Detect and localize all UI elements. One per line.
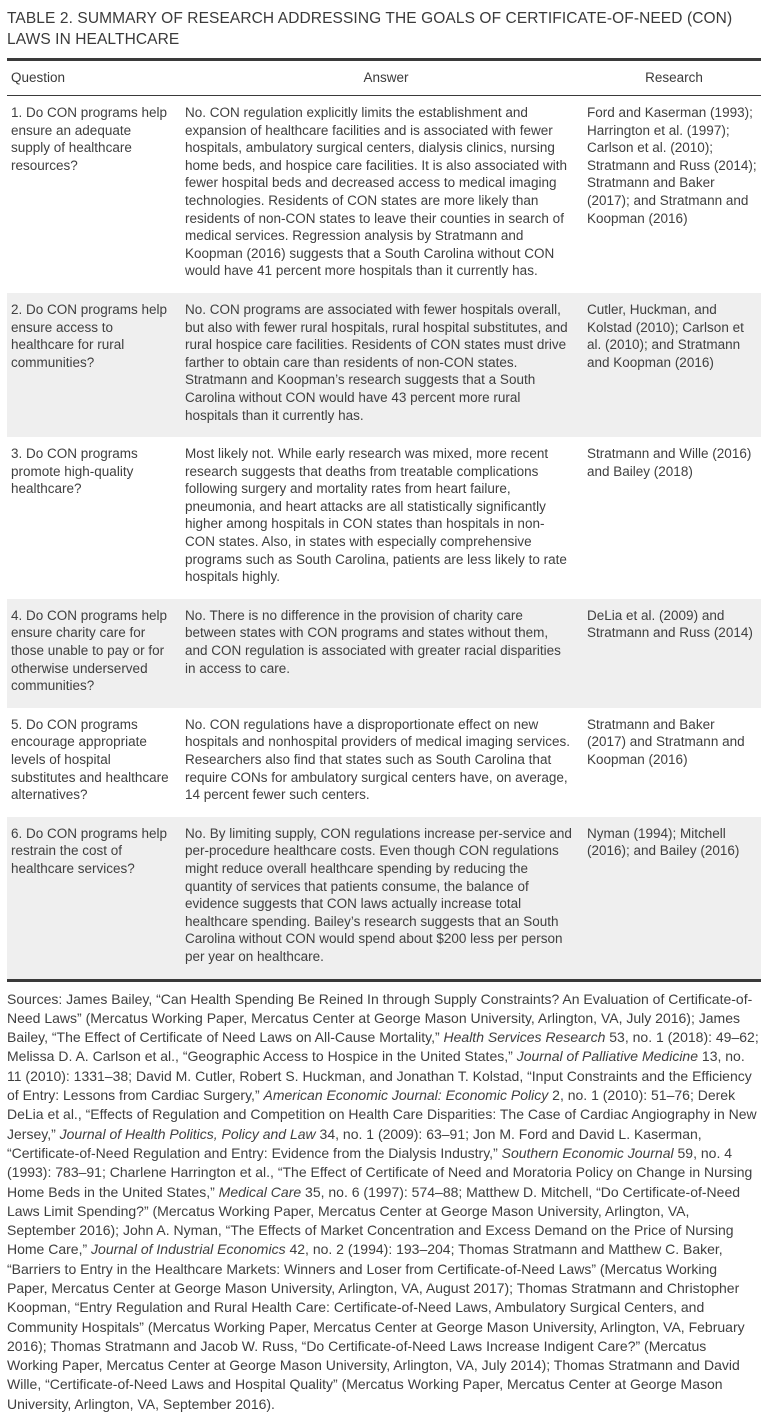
question-cell: 6. Do CON programs help restrain the cost of healthcare services? [11,825,168,876]
answer-cell: Most likely not. While early research was mixed, more recent research suggests that deaths from treatable complications following surgery and mortality rates from heart failure, pneumonia, and heart attacks are all statistically significantly higher among hospitals in CON states than hospitals in non-CON states. Also, in states with especially comprehensive programs such as South Carolina, patients are less likely to rate hospitals highly. [185,446,567,585]
answer-cell: No. CON programs are associated with fewer hospitals overall, but also with fewer rural hospitals, rural hospital substitutes, and rural hospice care facilities. Residents of CON states must drive farther to obtain care than residents of non-CON states. Stratmann and Koopman’s research suggests that a South Carolina without CON would have 43 percent more rural hospitals than it currently has. [185,301,568,423]
research-cell: Stratmann and Baker (2017) and Stratmann and Koopman (2016) [587,716,745,767]
question-cell: 1. Do CON programs help ensure an adequate supply of healthcare resources? [11,105,168,173]
research-cell: DeLia et al. (2009) and Stratmann and Russ (2014) [587,607,753,641]
answer-cell: No. CON regulations have a disproportionate effect on new hospitals and nonhospital providers of medical imaging services. Researchers also find that states such as South Carolina that require CONs for ambulatory surgical centers have, on average, 14 percent fewer such centers. [185,716,570,803]
table-row [7,96,761,293]
sources-note: Sources: James Bailey, “Can Health Spending Be Reined In through Supply Constraints? An Evaluation of Certificate-of-Need Laws” (Mercatus Working Paper, Mercatus Center at George Mason University, Arlington, VA, July 2016); James Bailey, “The Effect of Certificate of Need Laws on All-Cause Mortality,” Health Services Research 53, no. 1 (2018): 49–62; Melissa D. A. Carlson et al., “Geographic Access to Hospice in the United States,” Journal of Palliative Medicine 13, no. 11 (2010): 1331–38; David M. Cutler, Robert S. Huckman, and Jonathan T. Kolstad, “Input Constraints and the Efficiency of Entry: Lessons from Cardiac Surgery,” American Economic Journal: Economic Policy 2, no. 1 (2010): 51–76; Derek DeLia et al., “Effects of Regulation and Competition on Health Care Disparities: The Case of Cardiac Angiography in New Jersey,” Journal of Health Politics, Policy and Law 34, no. 1 (2009): 63–91; Jon M. Ford and David L. Kaserman, “Certificate-of-Need Regulation and Entry: Evidence from the Dialysis Industry,” Southern Economic Journal 59, no. 4 (1993): 783–91; Charlene Harrington et al., “The Effect of Certificate of Need and Moratoria Policy on Change in Nursing Home Beds in the United States,” Medical Care 35, no. 6 (1997): 574–88; Matthew D. Mitchell, “Do Certificate-of-Need Laws Limit Spending?” (Mercatus Working Paper, Mercatus Center at George Mason University, Arlington, VA, September 2016); John A. Nyman, “The Effects of Market Concentration and Excess Demand on the Price of Nursing Home Care,” Journal of Industrial Economics 42, no. 2 (1994): 193–204; Thomas Stratmann and Matthew C. Baker, “Barriers to Entry in the Healthcare Markets: Winners and Loser from Certificate-of-Need Laws” (Mercatus Working Paper, Mercatus Center at George Mason University, Arlington, VA, August 2017); Thomas Stratmann and Christopher Koopman, “Entry Regulation and Rural Health Care: Certificate-of-Need Laws, Ambulatory Surgical Centers, and Community Hospitals” (Mercatus Working Paper, Mercatus Center at George Mason University, Arlington, VA, February 2016); Thomas Stratmann and Jacob W. Russ, “Do Certificate-of-Need Laws Increase Indigent Care?” (Mercatus Working Paper, Mercatus Center at George Mason University, Arlington, VA, July 2014); Thomas Stratmann and David Wille, “Certificate-of-Need Laws and Hospital Quality” (Mercatus Working Paper, Mercatus Center at George Mason University, Arlington, VA, September 2016). [7,990,759,1412]
table-row [7,599,761,708]
table-row [7,817,761,979]
question-cell: 5. Do CON programs encourage appropriate levels of hospital substitutes and healthcare alternatives? [11,716,169,803]
table-row [7,708,761,817]
answer-cell: No. By limiting supply, CON regulations increase per-service and per-procedure healthcare costs. Even though CON regulations might reduce overall healthcare spending by reducing the quantity of services that patients consume, the balance of evidence suggests that CON laws actually increase total healthcare spending. Bailey’s research suggests that an South Carolina without CON would spend about $200 less per person per year on healthcare. [185,825,572,964]
research-cell: Ford and Kaserman (1993); Harrington et al. (1997); Carlson et al. (2010); Stratmann and Russ (2014); Stratmann and Baker (2017); and Stratmann and Koopman (2016) [587,105,757,226]
answer-cell: No. There is no difference in the provision of charity care between states with CON programs and states without them, and CON regulation is associated with greater racial disparities in access to care. [185,607,561,676]
column-header-question: Question [11,70,66,85]
research-cell: Stratmann and Wille (2016) and Bailey (2018) [587,446,752,479]
question-cell: 4. Do CON programs help ensure charity care for those unable to pay or for otherwise underserved communities? [11,607,168,694]
answer-cell: No. CON regulation explicitly limits the establishment and expansion of healthcare facilities and is associated with fewer hospitals, ambulatory surgical centers, dialysis clinics, nursing home beds, and hospice care facilities. It is also associated with fewer hospital beds and decreased access to medical imaging technologies. Residents of CON states are more likely than residents of non-CON states to leave their counties in search of medical services. Regression analysis by Stratmann and Koopman (2016) suggests that a South Carolina without CON would have 41 percent more hospitals than it currently has. [185,105,567,279]
table-bottom-rule [7,979,761,982]
table-body [7,96,761,979]
question-cell: 2. Do CON programs help ensure access to healthcare for rural communities? [11,301,168,370]
research-cell: Nyman (1994); Mitchell (2016); and Bailey (2016) [587,825,740,859]
research-cell: Cutler, Huckman, and Kolstad (2010); Carlson et al. (2010); and Stratmann and Koopman (2016) [587,301,744,370]
column-header-research: Research [645,70,703,85]
table-row [7,293,761,437]
table-header-row [7,61,761,95]
table-title: TABLE 2. SUMMARY OF RESEARCH ADDRESSING THE GOALS OF CERTIFICATE-OF-NEED (CON) LAWS IN HEALTHCARE [7,10,733,48]
column-header-answer: Answer [363,70,409,85]
question-cell: 3. Do CON programs promote high-quality healthcare? [11,446,138,497]
table-row [7,437,761,599]
